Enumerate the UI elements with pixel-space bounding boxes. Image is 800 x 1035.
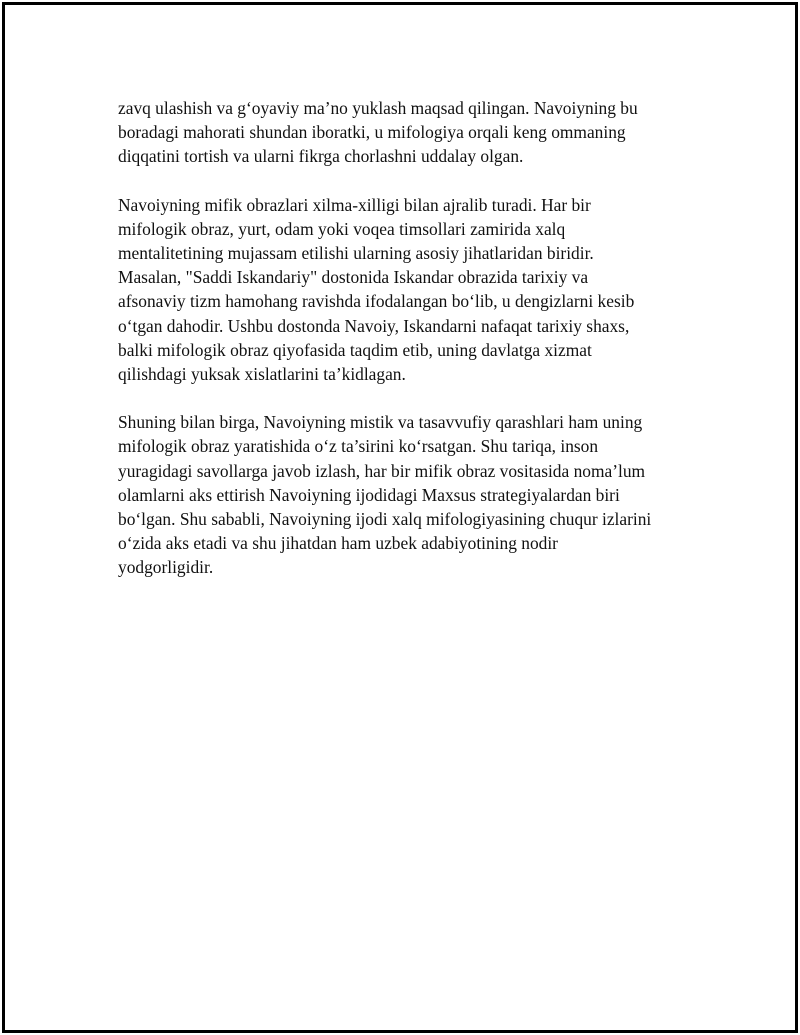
paragraph-2: Navoiyning mifik obrazlari xilma-xilligi bilan ajralib turadi. Har bir mifologik obraz, yurt, odam yoki voqea timsollari zamirida xalq mentalitetining mujassam etilishi ularning asosiy jihatlaridan biridir. Masalan, "Saddi Iskandariy" dostonida Iskandar obrazida tarixiy va afsonaviy tizm hamohang ravishda ifodalangan bo‘lib, u dengizlarni kesib o‘tgan dahodir. Ushbu dostonda Navoiy, Iskandarni nafaqat tarixiy shaxs, balki mifologik obraz qiyofasida taqdim etib, uning davlatga xizmat qilishdagi yuksak xislatlarini ta’kidlagan. — [118, 194, 635, 385]
document-body — [118, 96, 708, 604]
page-frame — [2, 2, 798, 1033]
paragraph-3: Shuning bilan birga, Navoiyning mistik va tasavvufiy qarashlari ham uning mifologik obraz yaratishida o‘z ta’sirini ko‘rsatgan. Shu tariqa, inson yuragidagi savollarga javob izlash, har bir mifik obraz vositasida noma’lum olamlarni aks ettirish Navoiyning ijodidagi Maxsus strategiyalardan biri bo‘lgan. Shu sababli, Navoiyning ijodi xalq mifologiyasining chuqur izlarini o‘zida aks etadi va shu jihatdan ham uzbek adabiyotining nodir yodgorligidir. — [118, 412, 652, 578]
paragraph-1: zavq ulashish va g‘oyaviy ma’no yuklash maqsad qilingan. Navoiyning bu boradagi mahorati shundan iboratki, u mifologiya orqali keng ommaning diqqatini tortish va ularni fikrga chorlashni uddalay olgan. — [118, 98, 638, 167]
